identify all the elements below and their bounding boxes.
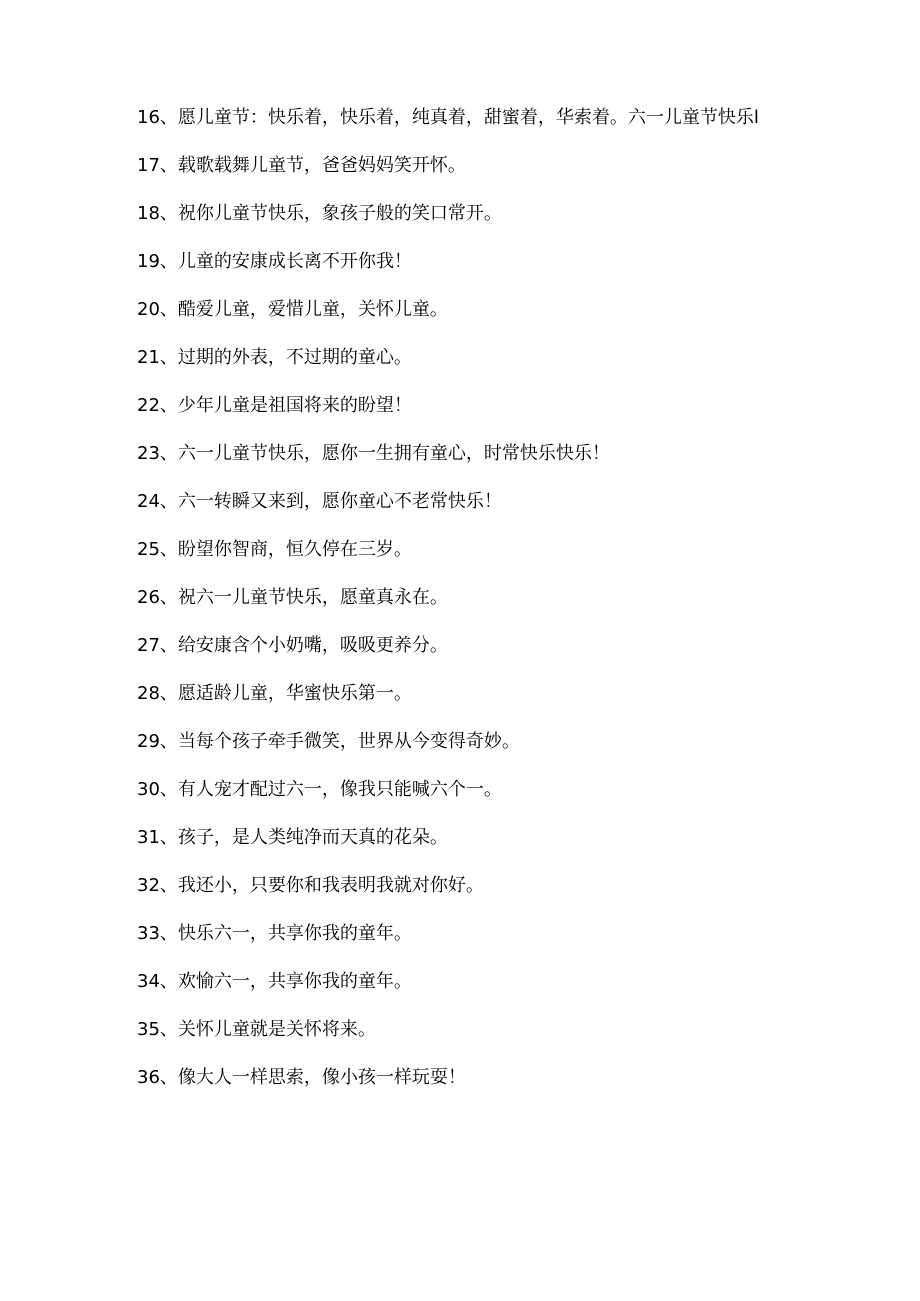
list-item-17: 17、载歌载舞儿童节，爸爸妈妈笑开怀。 bbox=[137, 155, 466, 176]
list-item-27: 27、给安康含个小奶嘴，吸吸更养分。 bbox=[137, 635, 448, 656]
list-item-23: 23、六一儿童节快乐，愿你一生拥有童心，时常快乐快乐！ bbox=[137, 443, 610, 464]
list-item-18: 18、祝你儿童节快乐，象孩子般的笑口常开。 bbox=[137, 203, 502, 224]
list-item-29: 29、当每个孩子牵手微笑，世界从今变得奇妙。 bbox=[137, 731, 520, 752]
list-item-33: 33、快乐六一，共享你我的童年。 bbox=[137, 923, 412, 944]
list-item-31: 31、孩子，是人类纯净而天真的花朵。 bbox=[137, 827, 448, 848]
list-item-30: 30、有人宠才配过六一，像我只能喊六个一。 bbox=[137, 779, 502, 800]
list-item-32: 32、我还小，只要你和我表明我就对你好。 bbox=[137, 875, 484, 896]
list-item-34: 34、欢愉六一，共享你我的童年。 bbox=[137, 971, 412, 992]
list-item-25: 25、盼望你智商，恒久停在三岁。 bbox=[137, 539, 412, 560]
list-item-26: 26、祝六一儿童节快乐，愿童真永在。 bbox=[137, 587, 448, 608]
list-item-24: 24、六一转瞬又来到，愿你童心不老常快乐！ bbox=[137, 491, 502, 512]
list-item-35: 35、关怀儿童就是关怀将来。 bbox=[137, 1019, 376, 1040]
list-item-20: 20、酷爱儿童，爱惜儿童，关怀儿童。 bbox=[137, 299, 448, 320]
list-item-28: 28、愿适龄儿童，华蜜快乐第一。 bbox=[137, 683, 412, 704]
list-item-22: 22、少年儿童是祖国将来的盼望！ bbox=[137, 395, 412, 416]
list-item-21: 21、过期的外表，不过期的童心。 bbox=[137, 347, 412, 368]
list-item-36: 36、像大人一样思索，像小孩一样玩耍！ bbox=[137, 1067, 466, 1088]
list-item-19: 19、儿童的安康成长离不开你我！ bbox=[137, 251, 412, 272]
text-body bbox=[137, 94, 777, 1102]
list-item-16: 16、愿儿童节：快乐着，快乐着，纯真着，甜蜜着，华索着。六一儿童节快乐l bbox=[137, 107, 759, 128]
